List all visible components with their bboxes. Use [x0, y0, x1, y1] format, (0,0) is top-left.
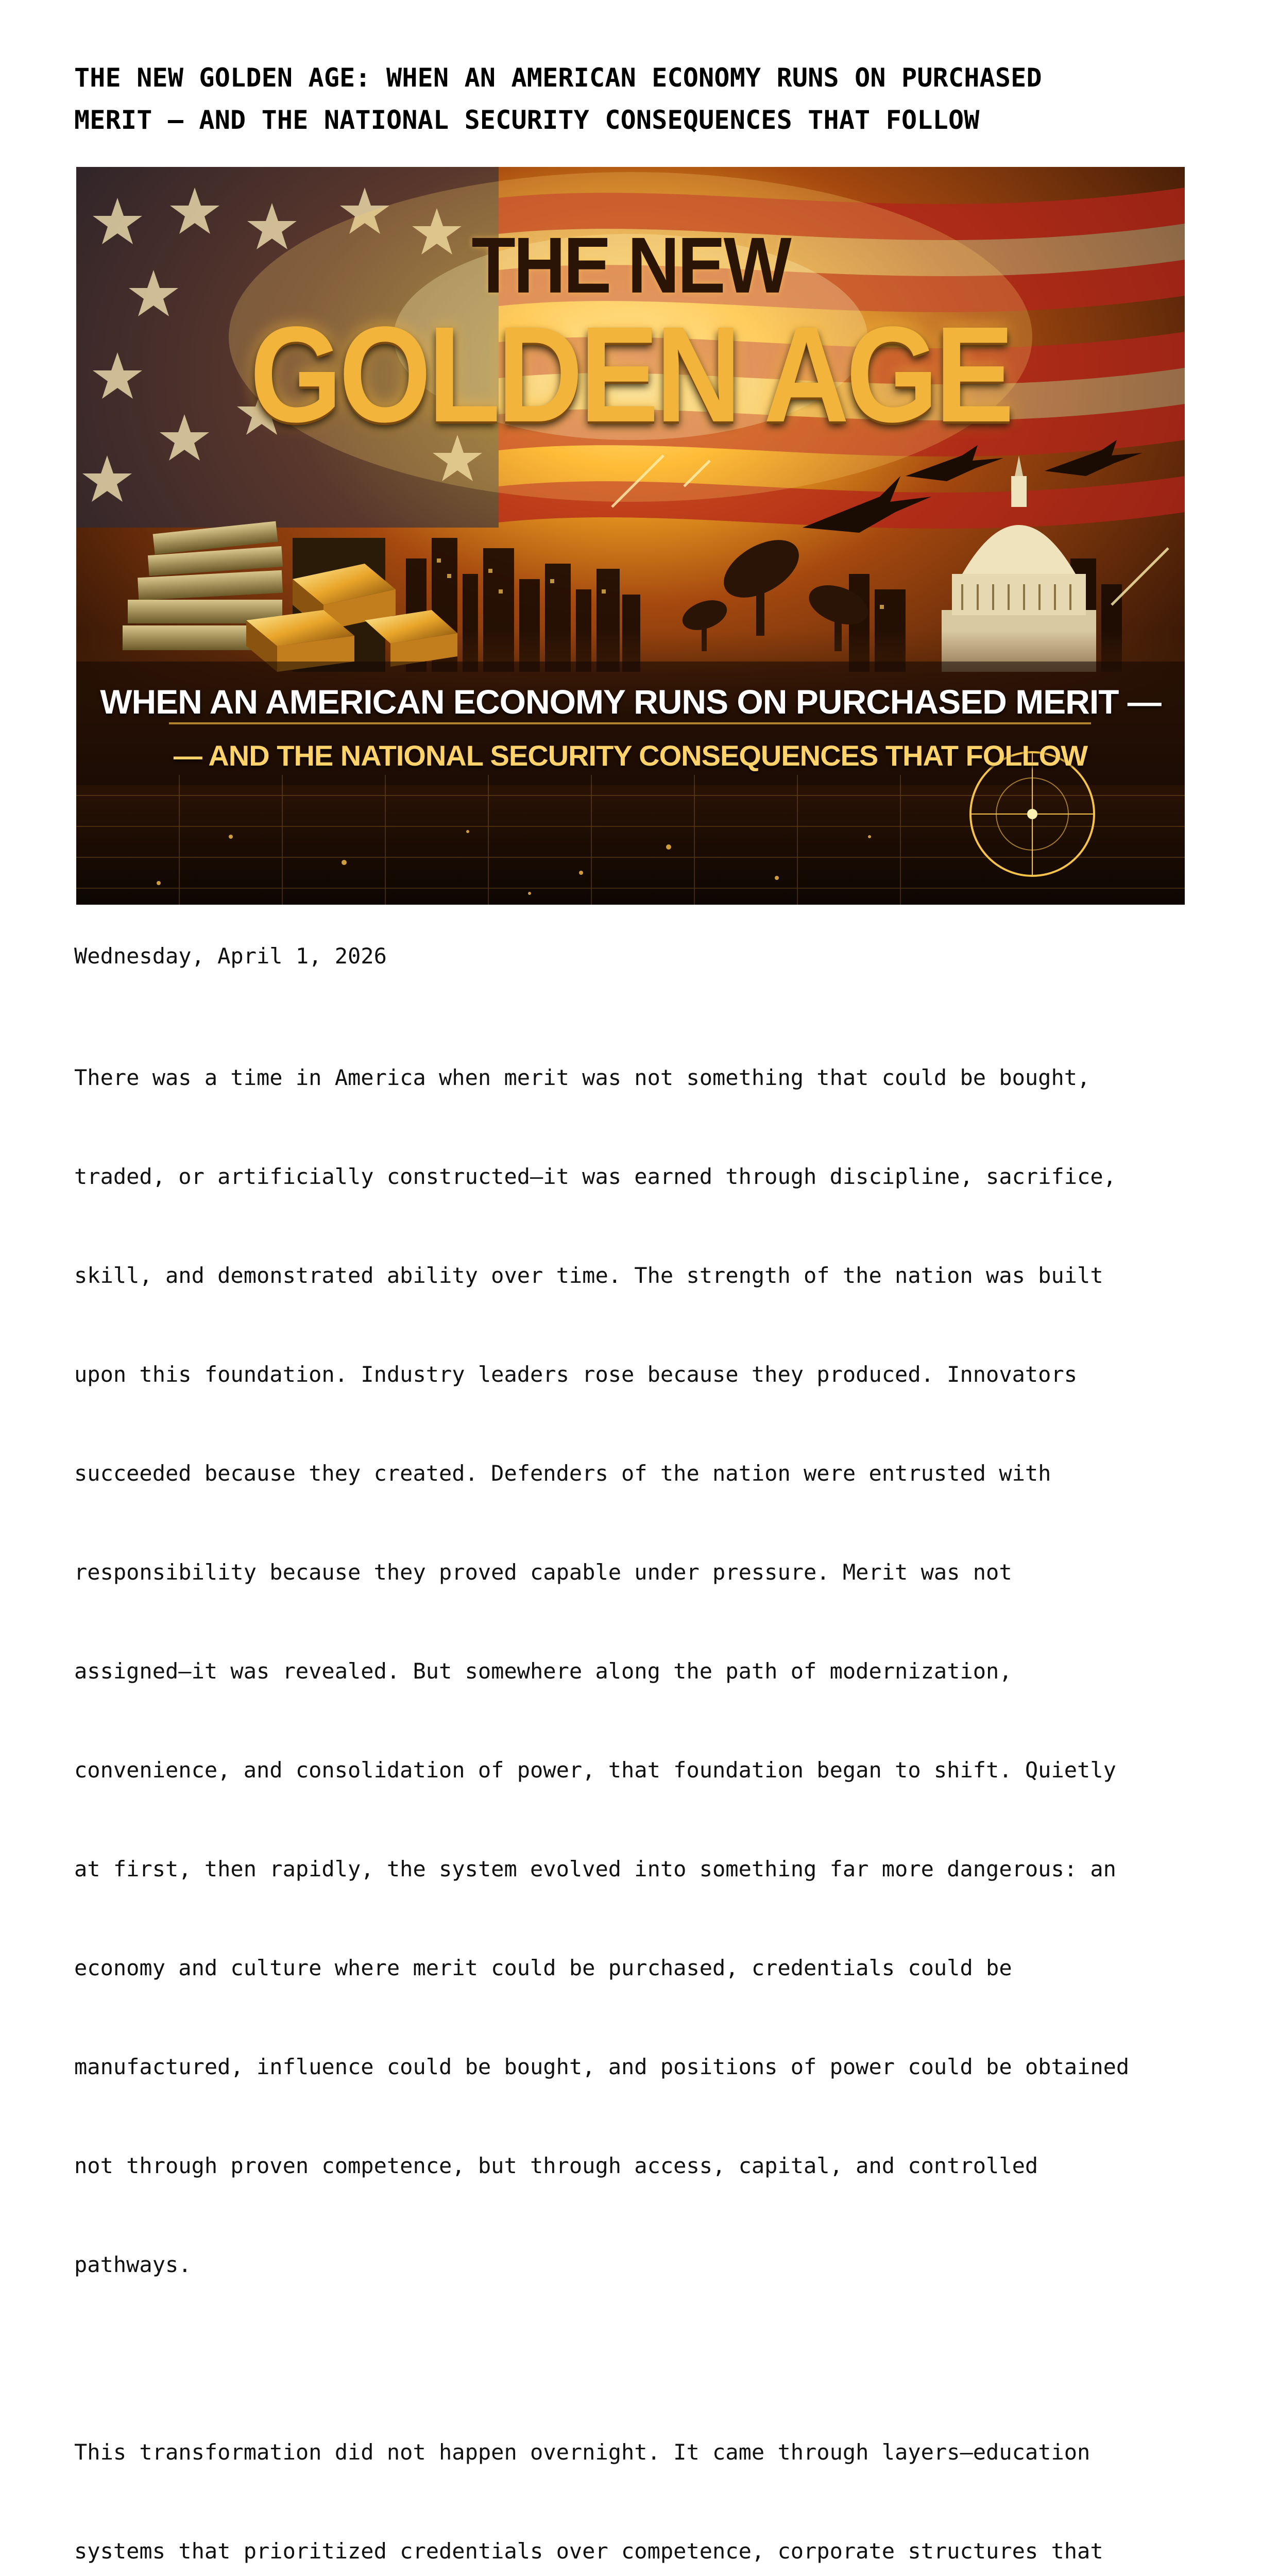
text-line: not through proven competence, but through access, capital, and controlled [74, 2153, 1038, 2178]
text-line: traded, or artificially constructed—it was earned through discipline, sacrifice, [74, 1164, 1116, 1189]
hero-subtitle-2: — AND THE NATIONAL SECURITY CONSEQUENCES THAT FOLLOW [173, 739, 1088, 772]
hero-headline-small: THE NEW [471, 221, 790, 310]
article-title [74, 57, 1187, 141]
text-line: skill, and demonstrated ability over time. The strength of the nation was built [74, 1263, 1103, 1288]
text-line: at first, then rapidly, the system evolved into something far more dangerous: an [74, 1856, 1116, 1882]
hero-headline-large: GOLDEN AGE [250, 298, 1011, 451]
text-line: responsibility because they proved capable under pressure. Merit was not [74, 1560, 1012, 1585]
text-line: economy and culture where merit could be purchased, credentials could be [74, 1955, 1012, 1980]
text-line: succeeded because they created. Defenders of the nation were entrusted with [74, 1461, 1051, 1486]
text-line: convenience, and consolidation of power, that foundation began to shift. Quietly [74, 1757, 1116, 1783]
article-page [74, 57, 1187, 2576]
text-line: There was a time in America when merit was not something that could be bought, [74, 1065, 1090, 1090]
text-line: systems that prioritized credentials over competence, corporate structures that [74, 2538, 1103, 2564]
paragraph-2 [74, 2370, 1187, 2576]
publish-date: Wednesday, April 1, 2026 [74, 943, 387, 969]
hero-subtitle-1: WHEN AN AMERICAN ECONOMY RUNS ON PURCHASED MERIT — [100, 683, 1161, 721]
text-line: assigned—it was revealed. But somewhere along the path of modernization, [74, 1658, 1012, 1684]
text-line: This transformation did not happen overnight. It came through layers—education [74, 2439, 1090, 2465]
text-line: pathways. [74, 2252, 192, 2277]
text-line: upon this foundation. Industry leaders rose because they produced. Innovators [74, 1362, 1078, 1387]
text-line: manufactured, influence could be bought, and positions of power could be obtained [74, 2054, 1130, 2079]
paragraph-1 [74, 995, 1187, 2347]
hero-image [76, 167, 1185, 905]
title-line: MERIT — AND THE NATIONAL SECURITY CONSEQUENCES THAT FOLLOW [74, 105, 980, 135]
title-line: THE NEW GOLDEN AGE: WHEN AN AMERICAN ECONOMY RUNS ON PURCHASED [74, 63, 1042, 93]
